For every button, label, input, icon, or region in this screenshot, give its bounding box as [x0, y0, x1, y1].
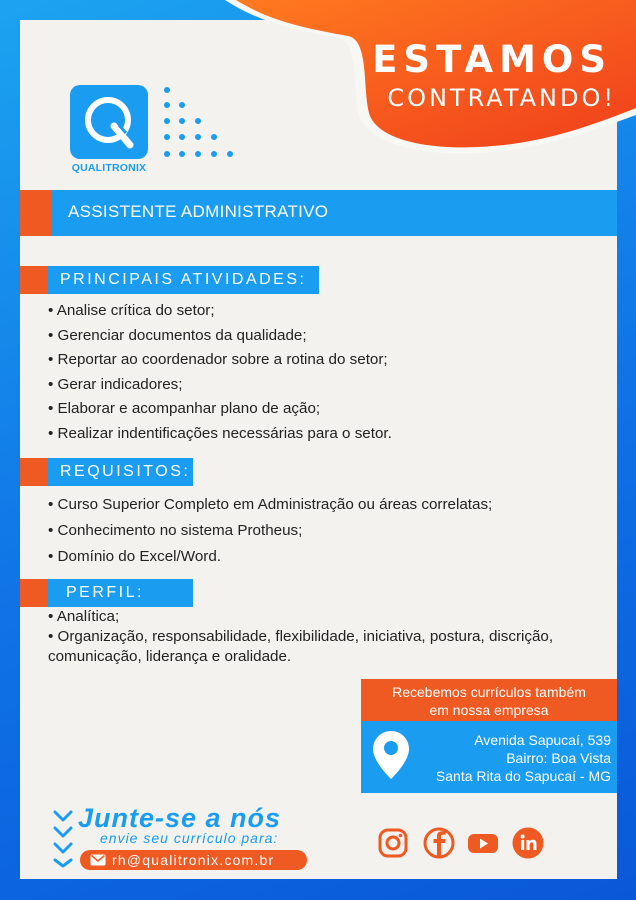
headline-secondary: CONTRATANDO!	[387, 84, 616, 112]
list-item: • Domínio do Excel/Word.	[48, 548, 222, 565]
logo-q-mark	[70, 85, 148, 159]
section-accent	[20, 458, 48, 486]
join-headline: Junte-se a nós	[78, 803, 282, 833]
facebook-icon[interactable]	[423, 827, 455, 859]
job-title-accent	[20, 190, 52, 236]
mail-icon	[90, 854, 106, 866]
address-city: Santa Rita do Sapucaí - MG	[435, 768, 611, 784]
email-badge[interactable]	[80, 850, 307, 870]
email-address[interactable]: rh@qualitronix.com.br	[112, 852, 275, 868]
linkedin-icon[interactable]	[512, 827, 544, 859]
list-item: • Elaborar e acompanhar plano de ação;	[48, 400, 321, 418]
list-item: • Gerenciar documentos da qualidade;	[48, 326, 307, 344]
section-accent	[20, 579, 48, 607]
list-item: • Analise crítica do setor;	[48, 302, 215, 319]
list-item: • Gerar indicadores;	[48, 375, 183, 393]
address-street: Avenida Sapucaí, 539	[474, 732, 611, 748]
list-perfil	[48, 607, 563, 667]
list-item: • Realizar indentificações necessárias para o setor.	[48, 424, 392, 442]
list-item: • Conhecimento no sistema Protheus;	[48, 522, 303, 539]
address-panel	[361, 721, 617, 793]
list-item: • Analítica;	[48, 608, 120, 625]
location-pin-icon	[371, 729, 411, 781]
section-title-requisitos: REQUISITOS:	[48, 458, 193, 486]
list-atividades	[48, 299, 392, 447]
resume-notice-line: em nossa empresa	[429, 702, 549, 718]
section-title-perfil: PERFIL:	[48, 579, 193, 607]
list-item: • Organização, responsabilidade, flexibilidade, iniciativa, postura, discrição, comunicação, liderança e oralidade.	[48, 628, 554, 665]
join-subtitle: envie seu currículo para:	[100, 830, 279, 846]
list-requisitos	[48, 492, 492, 570]
company-logo	[70, 85, 148, 159]
company-name: QUALITRONIX	[71, 162, 147, 174]
headline-primary: ESTAMOS	[372, 38, 612, 81]
chevron-down-icon	[52, 808, 74, 868]
address-text	[436, 731, 611, 785]
resume-notice	[361, 679, 617, 721]
job-title: ASSISTENTE ADMINISTRATIVO	[68, 202, 329, 221]
list-item: • Curso Superior Completo em Administração ou áreas correlatas;	[48, 496, 493, 513]
job-title-bar	[20, 190, 617, 236]
resume-notice-line: Recebemos currículos também	[392, 684, 586, 700]
section-accent	[20, 266, 48, 294]
instagram-icon[interactable]	[377, 827, 409, 859]
dot-pattern-decoration	[160, 84, 245, 164]
address-district: Bairro: Boa Vista	[506, 750, 611, 766]
section-title-atividades: PRINCIPAIS ATIVIDADES:	[48, 266, 319, 294]
list-item: • Reportar ao coordenador sobre a rotina do setor;	[48, 351, 388, 369]
youtube-icon[interactable]	[467, 827, 499, 859]
